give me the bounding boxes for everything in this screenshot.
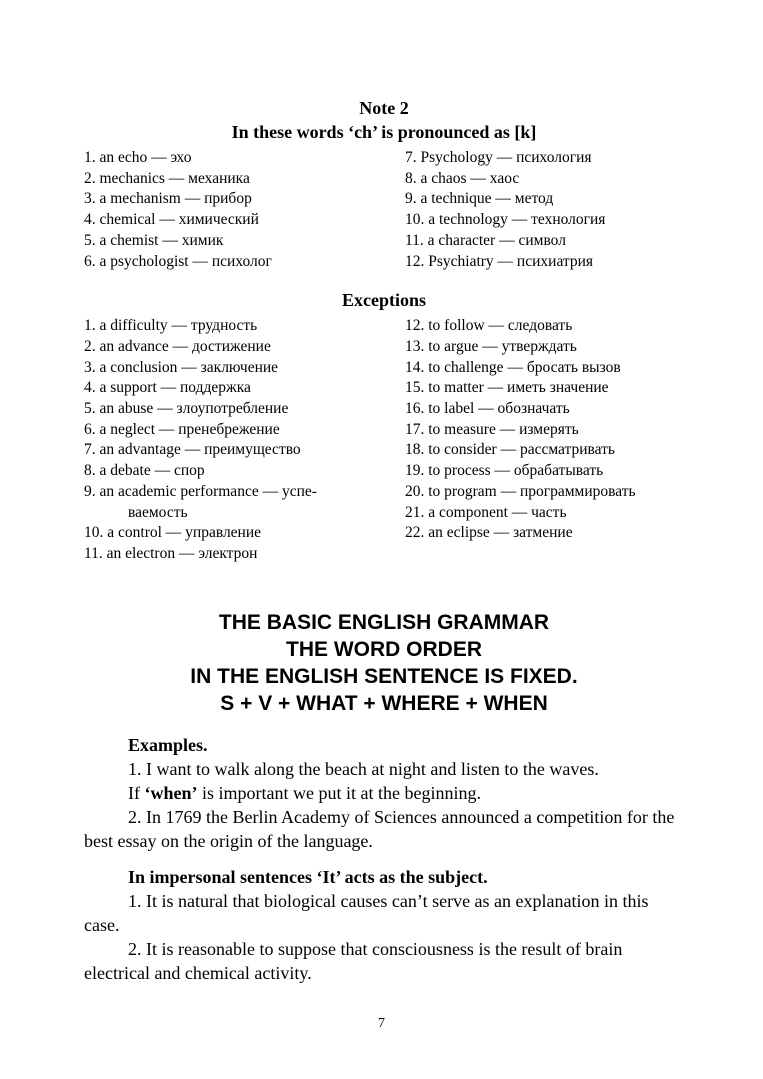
example-paragraph: 2. In 1769 the Berlin Academy of Sciences announced a competition for the best essay on the origin of the language. [84, 806, 675, 851]
example-paragraph: 1. It is natural that biological causes can’t serve as an explanation in this case. [84, 890, 649, 935]
list-item: 10. a control — управление [84, 524, 262, 542]
when-note-prefix: If [128, 782, 145, 803]
list-item: 18. to consider — рассматривать [405, 441, 615, 459]
note-title: Note 2 [359, 98, 409, 118]
exceptions-title: Exceptions [341, 290, 426, 311]
impersonal-section [84, 865, 684, 985]
list-item-wrapped [84, 482, 405, 523]
list-item: 9. a technique — метод [405, 190, 554, 208]
list-item: 7. Psychology — психология [405, 149, 592, 166]
list-item: 3. a mechanism — прибор [84, 190, 252, 208]
list-item: 15. to matter — иметь значение [405, 379, 609, 397]
list-item: 16. to label — обозначать [405, 400, 570, 418]
list-item: 21. a component — часть [405, 503, 567, 521]
exceptions-list [84, 316, 684, 564]
list-item: 10. a technology — технология [405, 211, 606, 229]
list-item: 11. a character — символ [405, 231, 566, 249]
grammar-heading-line: THE BASIC ENGLISH GRAMMAR [218, 610, 550, 634]
ch-words-list [84, 148, 684, 272]
list-item: 8. a chaos — хаос [405, 169, 520, 187]
exceptions-left-column [84, 316, 405, 564]
list-item: 4. a support — поддержка [84, 379, 251, 397]
exceptions-right-column [405, 316, 684, 564]
list-item: 1. a difficulty — трудность [84, 317, 258, 335]
ch-words-right-column [405, 148, 684, 272]
list-item: 14. to challenge — бросать вызов [405, 358, 621, 376]
grammar-heading-line: THE WORD ORDER [286, 637, 482, 661]
list-item: 19. to process — обрабатывать [405, 462, 604, 480]
list-item-line2: ваемость [128, 503, 188, 521]
list-item: 3. a conclusion — заключение [84, 358, 279, 376]
list-item: 20. to program — программировать [405, 482, 636, 500]
grammar-heading-line: IN THE ENGLISH SENTENCE IS FIXED. [190, 664, 578, 688]
list-item: 5. an abuse — злоупотребление [84, 400, 289, 418]
list-item: 13. to argue — утверждать [405, 337, 577, 355]
list-item: 8. a debate — спор [84, 462, 205, 480]
page-number: 7 [378, 1016, 385, 1031]
list-item: 7. an advantage — преимущество [84, 441, 301, 459]
list-item: 2. an advance — достижение [84, 337, 271, 355]
list-item: 22. an eclipse — затмение [405, 524, 573, 542]
grammar-heading-line: S + V + WHAT + WHERE + WHEN [220, 691, 548, 715]
list-item: 12. to follow — следовать [405, 317, 573, 335]
when-keyword: ‘when’ [144, 782, 198, 803]
when-note-suffix: is important we put it at the beginning. [197, 782, 481, 803]
list-item: 12. Psychiatry — психиатрия [405, 252, 594, 270]
ch-words-left-column [84, 148, 405, 272]
note-subtitle: In these words ‘ch’ is pronounced as [k] [231, 122, 537, 142]
list-item: 2. mechanics — механика [84, 169, 250, 187]
examples-heading: Examples. [128, 734, 208, 755]
examples-section [84, 733, 684, 853]
list-item: 11. an electron — электрон [84, 544, 258, 562]
list-item: 17. to measure — измерять [405, 420, 579, 438]
list-item: 1. an echo — эхо [84, 149, 192, 166]
when-note [84, 781, 684, 805]
list-item: 4. chemical — химический [84, 211, 259, 229]
impersonal-heading: In impersonal sentences ‘It’ acts as the subject. [128, 866, 488, 887]
list-item: 5. a chemist — химик [84, 231, 224, 249]
page-content [84, 96, 684, 985]
example-paragraph: 2. It is reasonable to suppose that consciousness is the result of brain electrical and chemical activity. [84, 938, 623, 983]
grammar-heading [84, 609, 684, 717]
list-item: 6. a psychologist — психолог [84, 252, 272, 270]
example-paragraph: 1. I want to walk along the beach at night and listen to the waves. [128, 758, 599, 779]
list-item-line1: 9. an academic performance — успе- [84, 482, 317, 500]
list-item: 6. a neglect — пренебрежение [84, 420, 280, 438]
